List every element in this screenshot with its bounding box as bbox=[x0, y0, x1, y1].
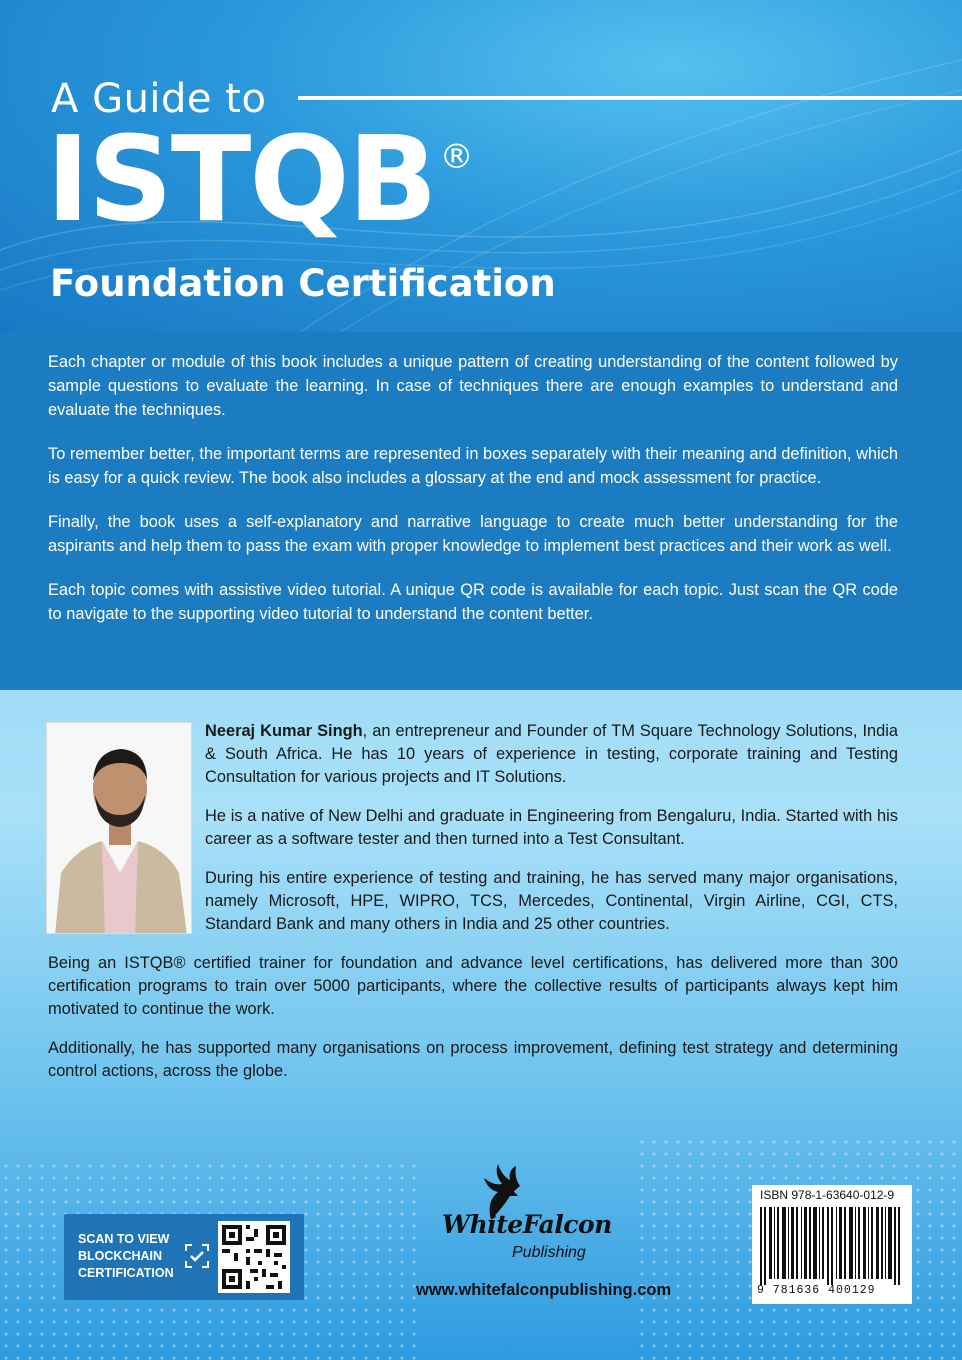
description-paragraph: Each topic comes with assistive video tutorial. A unique QR code is available for each topic. Just scan the QR code to navigate to the supporting video tutorial to understand the content better. bbox=[48, 581, 898, 623]
scan-line-2: BLOCKCHAIN bbox=[78, 1249, 163, 1263]
description-paragraph: Finally, the book uses a self-explanatory and narrative language to create much better understanding for the aspirants and help them to pass the exam with proper knowledge to implement best practices and their work as well. bbox=[48, 513, 898, 555]
author-name: Neeraj Kumar Singh bbox=[205, 722, 363, 740]
scan-line-3: CERTIFICATION bbox=[78, 1266, 174, 1280]
title-foundation: Foundation Certification bbox=[50, 262, 556, 305]
isbn-digits: 9 781636 400129 bbox=[757, 1284, 876, 1297]
scan-line-1: SCAN TO VIEW bbox=[78, 1232, 170, 1246]
registered-mark: ® bbox=[439, 137, 472, 177]
author-bio-2: He is a native of New Delhi and graduate in Engineering from Bengaluru, India. Started with his career as a software tester and then turned into a Test Consultant. bbox=[205, 807, 898, 848]
qr-code[interactable] bbox=[218, 1221, 290, 1293]
blockchain-scan-box bbox=[64, 1214, 304, 1300]
description-paragraph: To remember better, the important terms are represented in boxes separately with their meaning and definition, which is easy for a quick review. The book also includes a glossary at the end and mock assessment for practice. bbox=[48, 445, 898, 487]
description-paragraph: Each chapter or module of this book includes a unique pattern of creating understanding of the content followed by sample questions to evaluate the learning. In case of techniques there are enough examples to understand and evaluate the techniques. bbox=[48, 353, 898, 419]
title-small: A Guide to bbox=[51, 76, 267, 122]
author-bio-3: During his entire experience of testing and training, he has served many major organisations, namely Microsoft, HPE, WIPRO, TCS, Mercedes, Continental, Virgin Airline, CGI, CTS, Standard Bank and many others in India and 25 other countries. bbox=[205, 869, 898, 933]
author-bio-4: Being an ISTQB® certified trainer for foundation and advance level certifications, has delivered more than 300 certification programs to train over 5000 participants, where the collective results of participants always kept him motivated to continue the work. bbox=[48, 954, 898, 1018]
author-bio-1-text: , an entrepreneur and Founder of TM Square Technology Solutions, India & South Africa. He has 10 years of experience in testing, corporate training and Testing Consultation for various projects and IT Solutions. bbox=[205, 722, 898, 786]
title-istqb bbox=[46, 110, 472, 248]
description-band bbox=[0, 332, 962, 690]
publisher-name: WhiteFalcon bbox=[442, 1210, 612, 1239]
scan-check-icon bbox=[184, 1243, 210, 1269]
author-bio-1 bbox=[205, 720, 898, 789]
isbn-barcode bbox=[752, 1185, 912, 1304]
author-section bbox=[0, 720, 962, 1099]
title-big-text: ISTQB bbox=[46, 110, 436, 248]
title-rule bbox=[298, 96, 962, 100]
scan-label bbox=[78, 1231, 174, 1282]
publisher-sub: Publishing bbox=[512, 1244, 586, 1261]
author-bio-5: Additionally, he has supported many organisations on process improvement, defining test strategy and determining control actions, across the globe. bbox=[48, 1039, 898, 1080]
publisher-url[interactable]: www.whitefalconpublishing.com bbox=[416, 1281, 672, 1299]
isbn-label: ISBN 978-1-63640-012-9 bbox=[760, 1188, 895, 1202]
barcode-icon bbox=[760, 1207, 906, 1285]
